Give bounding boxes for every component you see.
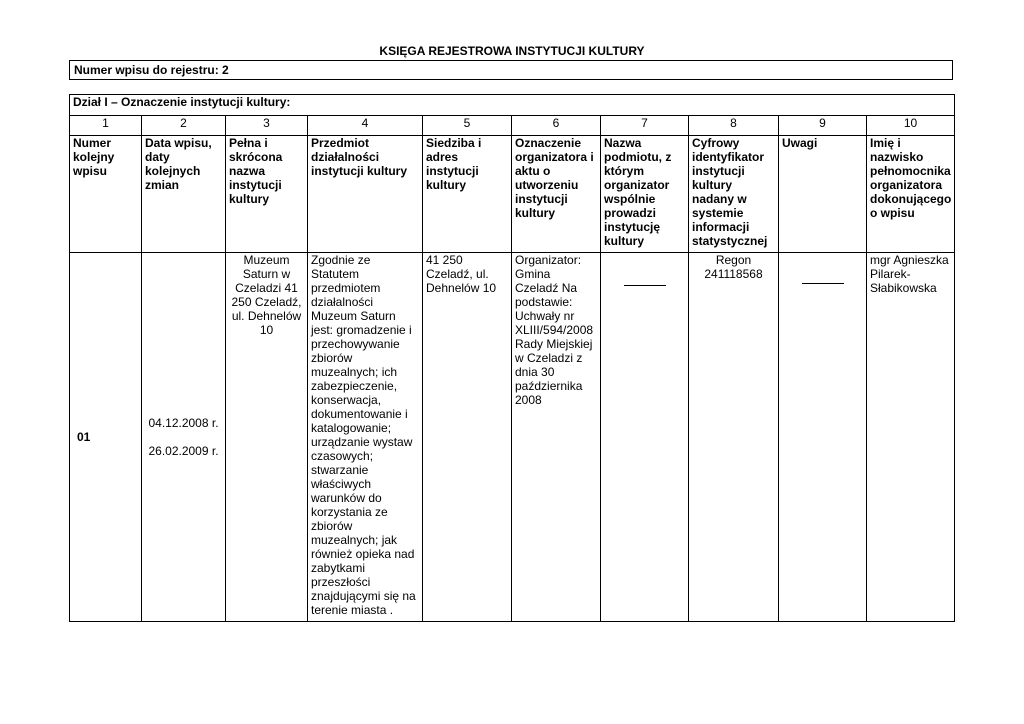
entry-date: 04.12.2008 r. [148, 416, 219, 430]
column-header: Data wpisu, daty kolejnych zmian [142, 136, 226, 253]
entry-dates [142, 253, 226, 622]
institution-address: 41 250 Czeladź, ul. Dehnelów 10 [423, 253, 512, 622]
representative-name: mgr Agnieszka Pilarek-Słabikowska [867, 253, 955, 622]
empty-dash [782, 273, 863, 287]
column-number: 2 [142, 116, 226, 136]
institution-name: Muzeum Saturn w Czeladzi 41 250 Czeladź, ul. Dehnelów 10 [226, 253, 308, 622]
column-number: 5 [423, 116, 512, 136]
column-number: 6 [512, 116, 601, 136]
column-header: Oznaczenie organizatora i aktu o utworzeniu instytucji kultury [512, 136, 601, 253]
column-number: 10 [867, 116, 955, 136]
remarks-cell [779, 253, 867, 622]
entry-number: 01 [70, 253, 142, 622]
column-numbers-row [70, 116, 955, 136]
co-organizer-cell [601, 253, 689, 622]
column-number: 1 [70, 116, 142, 136]
column-header: Cyfrowy identyfikator instytucji kultury nadany w systemie informacji statystycznej [689, 136, 779, 253]
organizer-info: Organizator: Gmina Czeladź Na podstawie: Uchwały nr XLIII/594/2008 Rady Miejskiej w Czeladzi z dnia 30 października 2008 [512, 253, 601, 622]
column-header: Siedziba i adres instytucji kultury [423, 136, 512, 253]
column-number: 7 [601, 116, 689, 136]
registry-entry-box [69, 60, 953, 80]
empty-dash [604, 275, 685, 289]
registry-table [69, 94, 955, 622]
column-header: Uwagi [779, 136, 867, 253]
column-number: 9 [779, 116, 867, 136]
header-row [70, 136, 955, 253]
registry-entry-label: Numer wpisu do rejestru: 2 [74, 63, 229, 77]
column-number: 4 [308, 116, 423, 136]
column-header: Nazwa podmiotu, z którym organizator wspólnie prowadzi instytucję kultury [601, 136, 689, 253]
activity-description: Zgodnie ze Statutem przedmiotem działalności Muzeum Saturn jest: gromadzenie i przechowywanie zbiorów muzealnych; ich zabezpieczenie, konserwacja, dokumentowanie i katalogowanie; urządzanie wystaw czasowych; stwarzanie właściwych warunków do korzystania ze zbiorów muzealnych; jak również opieka nad zabytkami przeszłości znajdującymi się na terenie miasta . [308, 253, 423, 622]
section-title: Dział I – Oznaczenie instytucji kultury: [70, 95, 955, 116]
change-date: 26.02.2009 r. [148, 444, 219, 458]
column-header: Imię i nazwisko pełnomocnika organizatora dokonującego o wpisu [867, 136, 955, 253]
column-header: Numer kolejny wpisu [70, 136, 142, 253]
column-number: 8 [689, 116, 779, 136]
column-header: Przedmiot działalności instytucji kultury [308, 136, 423, 253]
table-row [70, 253, 955, 622]
page-title: KSIĘGA REJESTROWA INSTYTUCJI KULTURY [379, 44, 645, 58]
regon-number: Regon 241118568 [689, 253, 779, 622]
column-header: Pełna i skrócona nazwa instytucji kultury [226, 136, 308, 253]
column-number: 3 [226, 116, 308, 136]
